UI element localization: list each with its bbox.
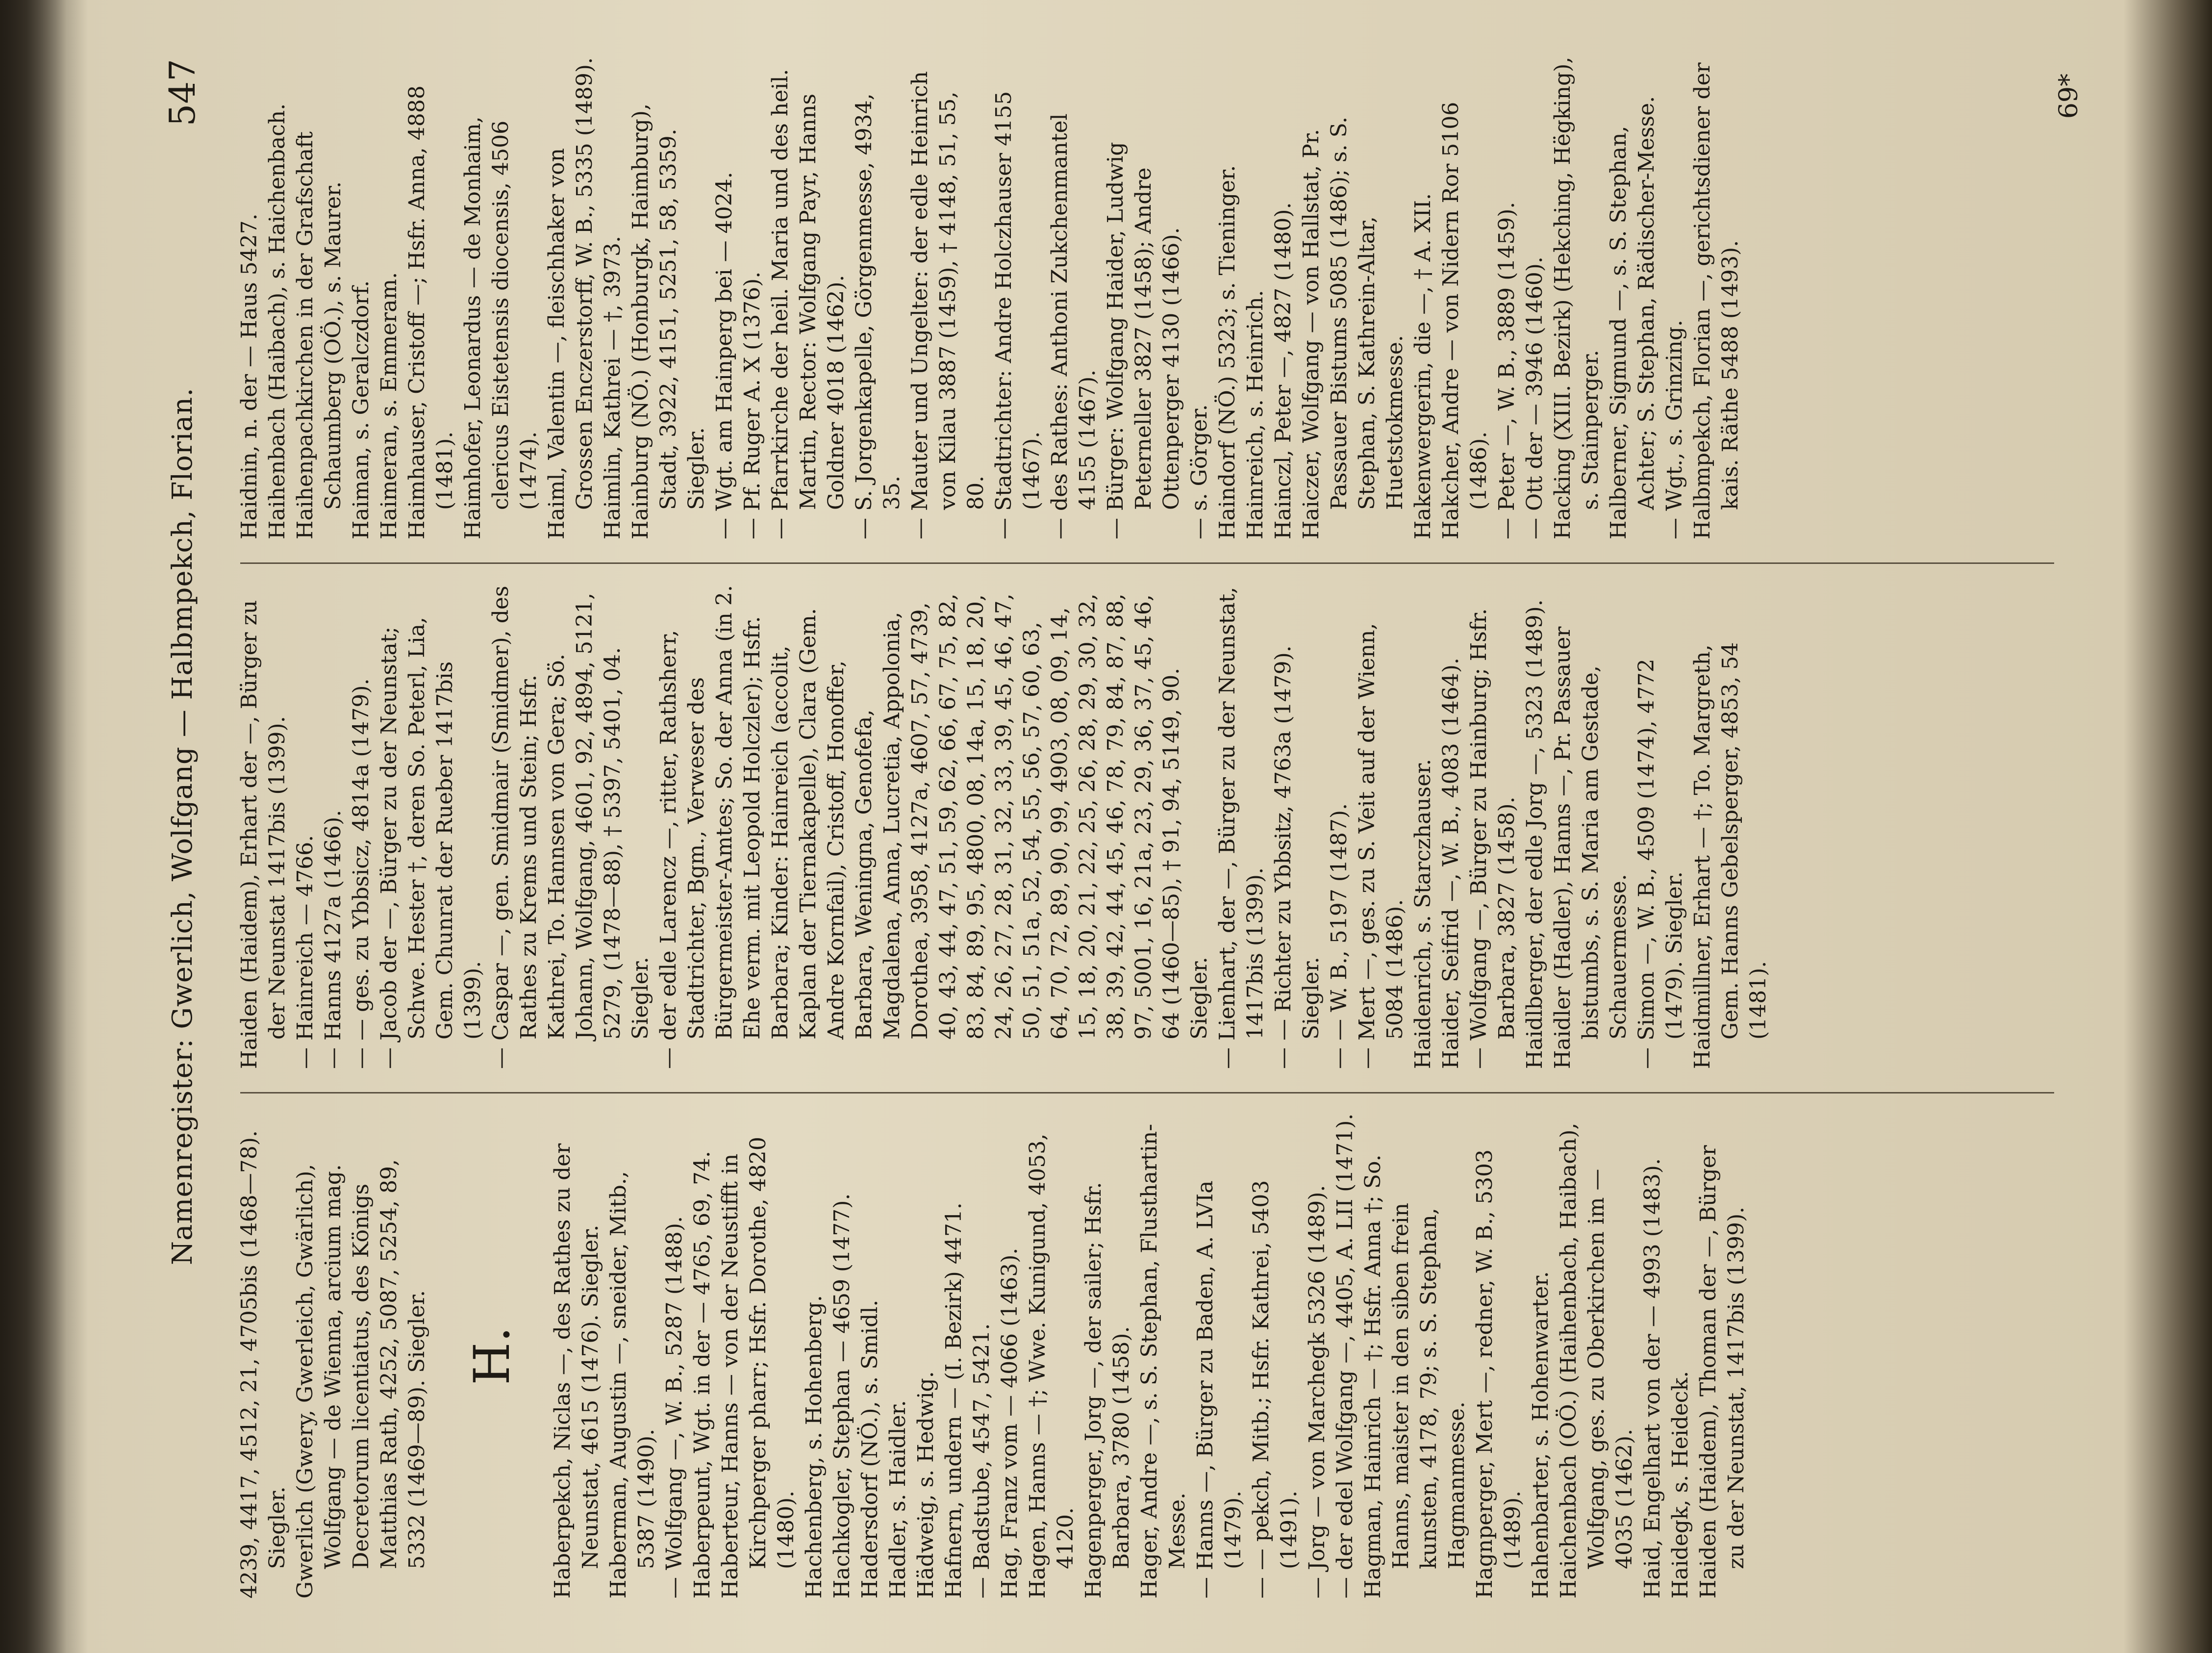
section-letter: H. bbox=[463, 1326, 521, 1385]
index-entry: — Hanns —, Bürger zu Baden, A. LVIa (1479). bbox=[1193, 1180, 1246, 1599]
index-entry: — Bürger: Wolfgang Haider, Ludwig Peterneller 3827 (1458); Andre Ottenperger 4130 (1466). bbox=[1103, 142, 1184, 539]
index-entry: Haimhofer, Leonardus — de Monhaim, clericus Eistetensis diocensis, 4506 (1474). bbox=[460, 116, 541, 539]
index-entry: — Hainreich — 4766. bbox=[293, 835, 318, 1069]
index-entry: Halbmpekch, Florian —, gerichtsdiener der kais. Räthe 5488 (1493). bbox=[1690, 62, 1743, 539]
index-entry: — Jacob der —, Bürger zu der Neunstat; Schwe. Hester †, deren So. Peterl, Lia, Gem. Chunrat der Rueber 1417bis (1399). bbox=[377, 617, 485, 1069]
index-entry: Haichenbach (OÖ.) (Haihenbach, Haibach), Wolfgang, ges. zu Oberkirchen im — 4035 (1462). bbox=[1556, 1122, 1637, 1599]
index-entry: Hagenperger, Jorg —, der sailer; Hsfr. Barbara, 3780 (1458). bbox=[1081, 1182, 1134, 1599]
gutter-shadow bbox=[0, 0, 88, 1653]
index-entry: Haid, Engelhart von der — 4993 (1483). bbox=[1640, 1158, 1665, 1599]
entry-list bbox=[235, 1113, 431, 1599]
index-entry: Hädweig, s. Hedwig. bbox=[913, 1371, 938, 1599]
index-entry: Hainczl, Peter —, 4827 (1480). bbox=[1271, 202, 1296, 539]
index-entry: Haider, Seifrid —, W. B., 4083 (1464). bbox=[1438, 658, 1463, 1069]
index-entry: Haberpekch, Niclas —, des Rathes zu der Neunstat, 4615 (1476). Siegler. bbox=[550, 1143, 603, 1599]
index-entry: Haidenrich, s. Starczhauser. bbox=[1410, 759, 1435, 1069]
column-divider bbox=[240, 1092, 2054, 1094]
index-entry: Hagman, Hainrich — †; Hsfr. Anna †; So. Hanns, maister in den siben frein kunsten, 4178, 79; s. S. Stephan, Hagmanmesse. bbox=[1360, 1154, 1469, 1599]
index-entry: — Hanns 4127a (1466). bbox=[321, 810, 346, 1069]
index-entry: — Mauter und Ungelter: der edle Heinrich von Kilau 3887 (1459), † 4148, 51, 55, 80. bbox=[907, 71, 988, 539]
index-entry: Haindorf (NÖ.) 5323; s. Tieninger. bbox=[1215, 165, 1240, 539]
index-entry: Hagen, Hanns — †; Wwe. Kunigund, 4053, 4120. bbox=[1025, 1133, 1078, 1599]
index-entry: Haihenpachkirchen in der Grafschaft Schaumberg (OÖ.), s. Maurer. bbox=[293, 131, 346, 539]
entry-list bbox=[235, 54, 1744, 539]
index-entry: Haidler (Hadler), Hanns —, Pr. Passauer bistumbs, s. S. Maria am Gestade, Schauermesse. bbox=[1550, 626, 1631, 1069]
index-entry: Hadler, s. Haidler. bbox=[885, 1400, 910, 1599]
index-entry: — — Richter zu Ybbsitz, 4763a (1479). Siegler. bbox=[1271, 645, 1324, 1069]
index-entry: Haberpeunt, Wgt. in der — 4765, 69, 74. bbox=[690, 1151, 715, 1599]
index-entry: Haimeran, s. Emmeram. bbox=[377, 272, 402, 539]
index-entry: — Wgt., s. Grinzing. bbox=[1662, 320, 1687, 539]
index-entry: Hafnern, undern — (I. Bezirk) 4471. bbox=[941, 1202, 966, 1599]
index-entry: Hager, Andre —, s. S. Stephan, Flusthartin-Messe. bbox=[1137, 1123, 1190, 1599]
index-entry: Haiczer, Wolfgang — von Hallstat, Pr. Passauer Bistums 5085 (1486); s. S. Stephan, S. Kathrein-Altar, Huetstokmesse. bbox=[1299, 116, 1408, 539]
index-entry: Haberteur, Hanns — von der Neustifft in Kirchperger pharr; Hsfr. Dorothe, 4820 (1480). bbox=[718, 1137, 799, 1599]
index-column-2 bbox=[235, 584, 1772, 1069]
index-entry: — Simon —, W. B., 4509 (1474), 4772 (1479). Siegler. bbox=[1634, 659, 1687, 1069]
index-entry: Haiden (Haidem), Erhart der —, Bürger zu der Neunstat 1417bis (1399). bbox=[237, 600, 290, 1069]
index-entry: Haimlin, Kathrei — †, 3973. bbox=[600, 235, 625, 539]
index-entry: — der edle Larencz —, ritter, Rathsherr, Stadtrichter, Bgm., Verweser des Bürgermeister-Amtes; So. der Anna (in 2. Ehe verm. mit Leopold Holczler); Hsfr. Barbara; Kinder: Hainreich (accolit, Kaplan der Tiernakapelle), Clara (Gem. Andre Kornfail), Cristoff, Honoffer, Barbara, Weningna, Genofefa, Magdalena, Anna, Lucretia, Appolonia, Dorothea, 3958, 4127a, 4607, 57, 4739, 40, 43, 44, 47, 51, 59, 62, 66, 67, 75, 82, 83, 84, 89, 95, 4800, 08, 14a, 15, 18, 20, 24, 26, 27, 28, 31, 32, 33, 39, 45, 46, 47, 50, 51, 51a, 52, 54, 55, 56, 57, 60, 63, 64, 70, 72, 89, 90, 99, 4903, 08, 09, 14, 15, 18, 20, 21, 22, 25, 26, 28, 29, 30, 32, 38, 39, 42, 44, 45, 46, 78, 79, 84, 87, 88, 97, 5001, 16, 21a, 23, 29, 36, 37, 45, 46, 64 (1460—85), † 91, 94, 5149, 90. Siegler. bbox=[656, 585, 1212, 1069]
index-entry: — Badstube, 4547, 5421. bbox=[969, 1323, 994, 1599]
index-entry: Haberman, Augustin —, sneider, Mitb., 5387 (1490). bbox=[606, 1171, 659, 1599]
entry-list bbox=[549, 1113, 1750, 1599]
index-entry: — S. Jorgenkapelle, Görgenmesse, 4934, 35. bbox=[852, 93, 905, 539]
index-entry: Hainreich, s. Heinrich. bbox=[1243, 290, 1268, 539]
entry-list bbox=[235, 584, 1772, 1069]
signature-mark: 69* bbox=[2054, 74, 2084, 119]
index-entry: — der edel Wolfgang —, 4405, A. LII (1471). bbox=[1332, 1113, 1357, 1599]
index-entry: Hahenbarter, s. Hohenwarter. bbox=[1528, 1271, 1553, 1599]
index-entry: — s. Görger. bbox=[1187, 404, 1212, 539]
index-column-1 bbox=[235, 1113, 1750, 1599]
index-column-3 bbox=[235, 54, 1744, 539]
index-entry: Hacking (XIII. Bezirk) (Hekching, Hëgking), s. Stainperger. bbox=[1550, 56, 1603, 539]
index-entry: Hakcher, Andre — von Nidern Ror 5106 (1486). bbox=[1438, 102, 1491, 539]
index-entry: Hagnperger, Mert —, redner, W. B., 5303 (1489). bbox=[1472, 1149, 1525, 1599]
index-entry: 4239, 4417, 4512, 21, 4705bis (1468—78). Siegler. bbox=[237, 1130, 290, 1599]
index-entry: Haihenbach (Haibach), s. Haichenbach. bbox=[265, 103, 290, 539]
page-title: Namenregister: Gwerlich, Wolfgang — Halbmpekch, Florian. bbox=[167, 387, 199, 1265]
index-entry: Haiden (Haidem), Thoman der —, Bürger zu der Neunstat, 1417bis (1399). bbox=[1696, 1145, 1749, 1599]
index-entry: Hag, Franz vom — 4066 (1463). bbox=[997, 1247, 1022, 1599]
running-head bbox=[162, 54, 216, 1599]
index-entry: — — W. B., 5197 (1487). bbox=[1327, 803, 1352, 1069]
index-entry: — Stadtrichter: Andre Holczhauser 4155 (1467). bbox=[991, 91, 1044, 539]
index-entry: Haimhauser, Cristoff —; Hsfr. Anna, 4888 (1481). bbox=[404, 85, 457, 539]
index-entry: — — ges. zu Ybbsicz, 4814a (1479). bbox=[349, 678, 374, 1069]
index-entry: — Wgt. am Hainperg bei — 4024. bbox=[712, 172, 737, 539]
index-entry: — Jorg — von Marchegk 5326 (1489). bbox=[1305, 1185, 1330, 1599]
index-entry: Haidegk, s. Heideck. bbox=[1668, 1371, 1693, 1599]
index-entry: Haiman, s. Geralczdorf. bbox=[349, 280, 374, 539]
index-page bbox=[162, 54, 2098, 1599]
index-entry: Hachkogler, Stephan — 4659 (1477). bbox=[830, 1193, 855, 1599]
index-entry: — Pfarrkirche der heil. Maria und des heil. Martin, Rector: Wolfgang Payr, Hanns Goldner 4018 (1462). bbox=[768, 69, 849, 539]
index-entry: Hachenberg, s. Hohenberg. bbox=[802, 1295, 827, 1599]
page-number: 547 bbox=[162, 59, 203, 127]
index-entry: — Ott der — 3946 (1460). bbox=[1522, 256, 1547, 539]
index-entry: Haiml, Valentin —, fleischhaker von Grossen Enczerstorff, W. B., 5335 (1489). bbox=[544, 57, 597, 539]
index-entry: — Mert —, ges. zu S. Veit auf der Wienn, 5084 (1486). bbox=[1355, 623, 1408, 1069]
index-entry: Hakenwergerin, die —, † A. XII. bbox=[1410, 193, 1435, 539]
index-entry: — Lienhart, der —, Bürger zu der Neunstat, 1417bis (1399). bbox=[1215, 586, 1268, 1069]
index-entry: — Wolfgang —, W. B., 5287 (1488). bbox=[662, 1216, 687, 1599]
index-entry: Hadersdorf (NÖ.), s. Smidl. bbox=[857, 1299, 882, 1599]
index-entry: Haidmillner, Erhart — †; To. Margreth, Gem. Hanns Gebelsperger, 4853, 54 (1481). bbox=[1690, 642, 1771, 1069]
index-entry: — Wolfgang —, Bürger zu Hainburg; Hsfr. Barbara, 3827 (1458). bbox=[1466, 608, 1519, 1069]
index-entry: — — pekch, Mitb.; Hsfr. Kathrei, 5403 (1491). bbox=[1249, 1180, 1302, 1599]
index-entry: — Caspar —, gen. Smidmair (Smidmer), des Rathes zu Krems und Stein; Hsfr. Kathrei, To. Hannsen von Gera; Sö. Johann, Wolfgang, 4601, 92, 4894, 5121, 5279, (1478—88), † 5397, 5401, 04. Siegler. bbox=[488, 585, 653, 1069]
index-entry: — Pf. Ruger A. X (1376). bbox=[740, 271, 765, 539]
index-entry: — Peter —, W. B., 3889 (1459). bbox=[1494, 202, 1519, 539]
index-entry: Halberner, Sigmund —, s. S. Stephan, Achter; S. Stephan, Rädischer-Messe. bbox=[1606, 96, 1659, 539]
index-entry: — des Rathes: Anthoni Zukchenmantel 4155 (1467). bbox=[1047, 113, 1100, 539]
index-entry: Haidlberger, der edle Jorg —, 5323 (1489). bbox=[1522, 599, 1547, 1069]
index-entry: Haidnin, n. der — Haus 5427. bbox=[237, 213, 262, 539]
index-entry: Hainburg (NÖ.) (Honburgk, Haimburg), Stadt, 3922, 4151, 5251, 58, 5359. Siegler. bbox=[628, 103, 709, 539]
column-divider bbox=[240, 562, 2054, 564]
index-entry: Gwerlich (Gwery, Gwerleich, Gwärlich), Wolfgang — de Wienna, arcium mag. Decretorum licentiatus, des Königs Matthias Rath, 4252, 5087, 5254, 89, 5332 (1469—89). Siegler. bbox=[293, 1159, 429, 1599]
